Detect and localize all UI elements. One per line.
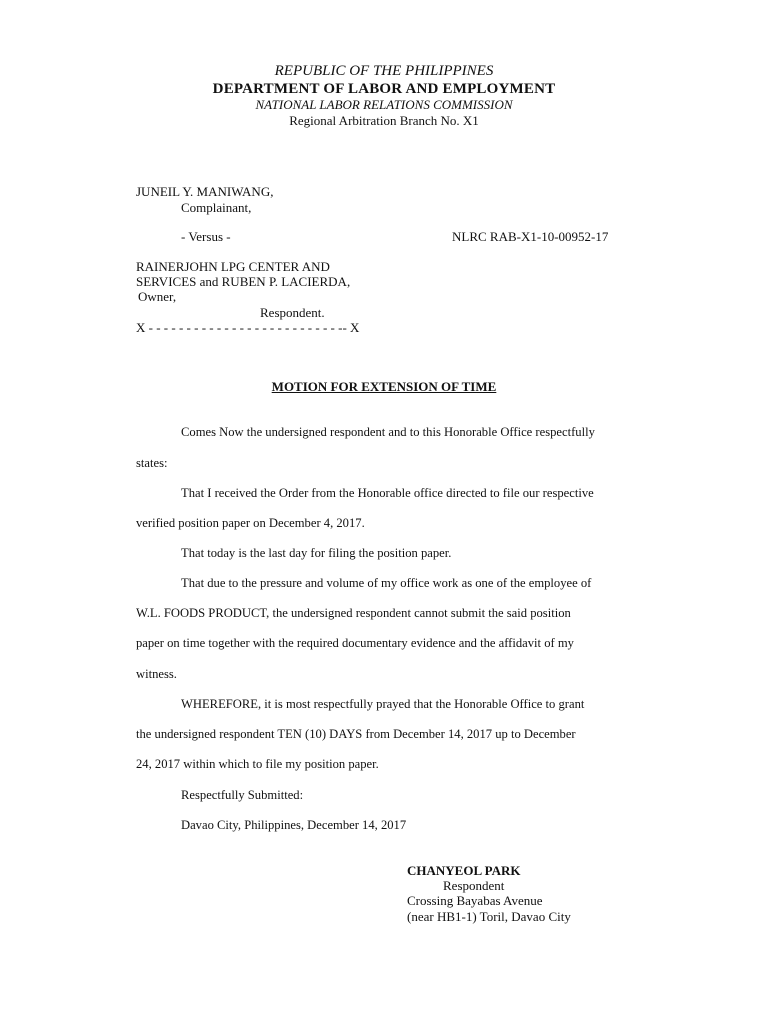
place-date: Davao City, Philippines, December 14, 2017 xyxy=(181,818,407,832)
motion-title: MOTION FOR EXTENSION OF TIME xyxy=(271,379,497,394)
body-p5-line2: the undersigned respondent TEN (10) DAYS from December 14, 2017 up to December xyxy=(136,727,576,741)
respondent-line-2: SERVICES and RUBEN P. LACIERDA, xyxy=(136,274,351,289)
body-p4-line4: witness. xyxy=(136,667,177,681)
signatory-name: CHANYEOL PARK xyxy=(407,863,521,878)
respondent-role: Respondent. xyxy=(260,305,325,320)
complainant-name: JUNEIL Y. MANIWANG, xyxy=(136,184,274,199)
header-commission: NATIONAL LABOR RELATIONS COMMISSION xyxy=(255,97,513,112)
body-p4-line3: paper on time together with the required documentary evidence and the affidavit of my xyxy=(136,636,574,650)
header-republic: REPUBLIC OF THE PHILIPPINES xyxy=(274,63,494,79)
body-p5-line3: 24, 2017 within which to file my position paper. xyxy=(136,757,379,771)
versus-label: - Versus - xyxy=(181,229,231,244)
body-p1-line2: states: xyxy=(136,456,168,470)
body-p4-line1: That due to the pressure and volume of my office work as one of the employee of xyxy=(181,576,592,590)
signatory-address-line1: Crossing Bayabas Avenue xyxy=(407,893,543,908)
complainant-role: Complainant, xyxy=(181,200,252,215)
header-branch: Regional Arbitration Branch No. X1 xyxy=(289,113,479,128)
body-p2-line2: verified position paper on December 4, 2017. xyxy=(136,516,365,530)
body-p4-line2: W.L. FOODS PRODUCT, the undersigned respondent cannot submit the said position xyxy=(136,606,571,620)
header-department: DEPARTMENT OF LABOR AND EMPLOYMENT xyxy=(212,81,556,97)
respondent-line-1: RAINERJOHN LPG CENTER AND xyxy=(136,259,330,274)
body-p2-line1: That I received the Order from the Honorable office directed to file our respective xyxy=(181,486,594,500)
body-p1-line1: Comes Now the undersigned respondent and to this Honorable Office respectfully xyxy=(181,425,595,439)
case-number: NLRC RAB-X1-10-00952-17 xyxy=(452,229,609,244)
respondent-owner: Owner, xyxy=(138,289,177,304)
body-p5-line1: WHEREFORE, it is most respectfully prayed that the Honorable Office to grant xyxy=(181,697,585,711)
signatory-role: Respondent xyxy=(443,878,505,893)
signatory-address-line2: (near HB1-1) Toril, Davao City xyxy=(407,909,571,924)
closing-text: Respectfully Submitted: xyxy=(181,788,304,802)
body-p3-line1: That today is the last day for filing the position paper. xyxy=(181,546,452,560)
caption-separator: X - - - - - - - - - - - - - - - - - - - - - - - - - -- X xyxy=(136,320,360,335)
